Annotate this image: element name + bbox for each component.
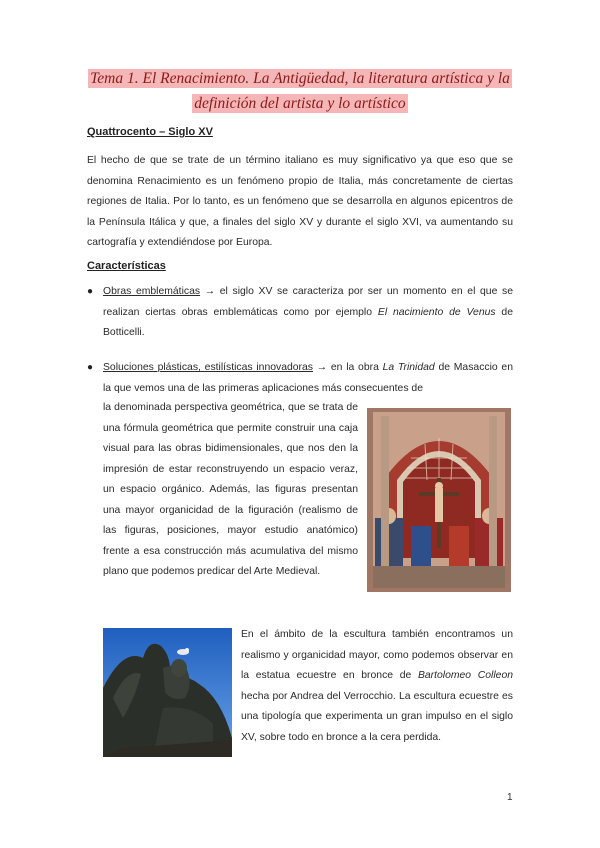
bullet-text-b: de Masaccio en la que vemos una de las primeras aplicaciones más consecuentes de <box>103 362 513 394</box>
work-title: Bartolomeo Colleon <box>417 670 513 681</box>
bullet-text: → en la obra <box>312 362 383 373</box>
escultura-text-a: En el ámbito de la escultura también encontramos un realismo y organicidad mayor, como podemos observar en la estatua ecuestre en bronce de <box>241 629 513 681</box>
title-line-2: definición del artista y lo artístico <box>194 95 406 112</box>
bullet-soluciones-plasticas <box>103 358 513 399</box>
bullet-term: Obras emblemáticas <box>103 286 201 297</box>
document-title <box>60 66 540 116</box>
bullet-obras-emblematicas <box>103 282 513 344</box>
bullet-tail: de Botticelli. <box>103 306 513 338</box>
bullet-marker: ● <box>87 286 94 297</box>
intro-paragraph: El hecho de que se trate de un término italiano es muy significativo ya que eso que se denomina Renacimiento es un fenómeno propio de Italia, más concretamente de ciertas regiones de Italia. Por lo tanto, es un fenómeno que se desarrolla en algunos epicentros de la Península Itálica y que, a finales del siglo XV y durante el siglo XVI, va aumentando su cartografía y extendiéndose por Europa. <box>87 155 513 248</box>
escultura-text-b: hecha por Andrea del Verrocchio. La escultura ecuestre es una tipología que experimenta un gran impulso en el siglo XV, sobre todo en bronce a la cera perdida. <box>241 690 513 743</box>
bullet-term: Soluciones plásticas, estilísticas innovadoras <box>103 362 313 373</box>
page-number: 1 <box>507 792 513 803</box>
bullet-marker: ● <box>87 362 94 373</box>
section-heading-caracteristicas: Características <box>87 260 166 272</box>
title-line-1: Tema 1. El Renacimiento. La Antigüedad, la literatura artística y la <box>90 70 510 87</box>
section-heading-quattrocento: Quattrocento – Siglo XV <box>87 126 213 138</box>
escultura-paragraph <box>241 625 513 748</box>
work-title: El nacimiento de Venus <box>377 306 496 318</box>
la-trinidad-image <box>367 408 511 592</box>
bullet-text: → el siglo XV se caracteriza por ser un momento en el que se realizan ciertas obras emblemáticas como por ejemplo <box>103 286 513 318</box>
perspectiva-paragraph: la denominada perspectiva geométrica, que se trata de una fórmula geométrica que permite construir una caja visual para las obras bidimensionales, que nos den la impresión de estar reconstruyendo un espacio veraz, un espacio orgánico. Además, las figuras presentan una mayor organicidad de la figuración (realismo de las figuras, posiciones, mayor estudio anatómico) frente a esa construcción más acumulativa del mismo plano que podemos predicar del Arte Medieval. <box>103 402 358 577</box>
work-title: La Trinidad <box>382 362 435 373</box>
colleoni-statue-image <box>103 628 232 757</box>
